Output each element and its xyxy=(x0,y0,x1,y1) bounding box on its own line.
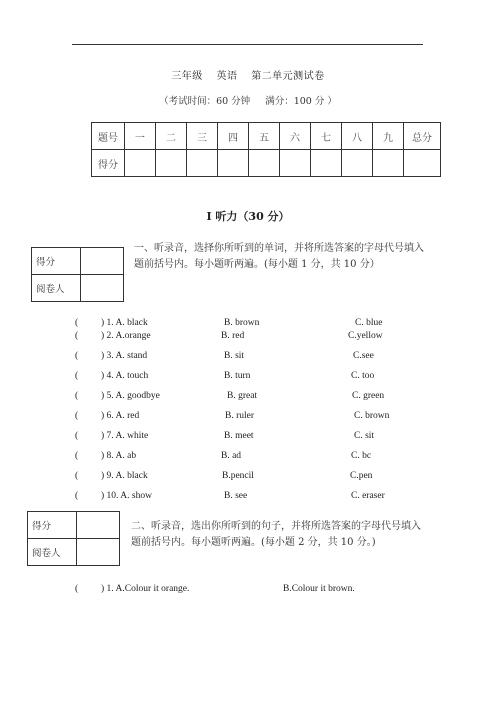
question-option-a: ) 8. A. ab xyxy=(101,451,137,461)
score-cell[interactable] xyxy=(156,150,187,177)
question-option-b: B. turn xyxy=(224,371,251,381)
score-table-score-row xyxy=(92,150,441,177)
question-option-b: B.pencil xyxy=(222,471,254,481)
score-box[interactable] xyxy=(81,248,124,275)
grade-label: 三年级 xyxy=(171,71,203,82)
question-row xyxy=(75,471,435,485)
answer-bracket[interactable]: ( xyxy=(75,371,79,381)
score-label: 得分 xyxy=(28,512,77,539)
grader-box xyxy=(27,511,120,566)
subject-label: 英语 xyxy=(216,71,238,82)
question-row xyxy=(75,411,435,425)
score-cell[interactable] xyxy=(404,150,441,177)
question-row xyxy=(75,584,435,598)
grader-box-cell[interactable] xyxy=(81,275,124,302)
test-name: 第二单元测试卷 xyxy=(251,71,325,82)
question-option-c: C.yellow xyxy=(348,331,383,341)
score-cell[interactable] xyxy=(342,150,373,177)
question-row xyxy=(75,318,435,332)
question-row xyxy=(75,351,435,365)
score-cell[interactable] xyxy=(187,150,218,177)
question-option-c: C. bc xyxy=(351,451,372,461)
score-header-cell: 三 xyxy=(187,123,218,150)
question-option-c: C.see xyxy=(353,351,374,361)
question-option-c: C. green xyxy=(352,391,385,401)
answer-bracket[interactable]: ( xyxy=(75,584,79,594)
score-row-label: 得分 xyxy=(92,150,125,177)
full-score: 满分：100 分 ） xyxy=(265,96,337,107)
score-header-cell: 二 xyxy=(156,123,187,150)
question-option-a: ) 6. A. red xyxy=(101,411,140,421)
question-option-a: ) 1. A. black xyxy=(101,318,148,328)
question-option-c: C.pen xyxy=(350,471,373,481)
score-cell[interactable] xyxy=(249,150,280,177)
question-row xyxy=(75,491,435,505)
question-option-a: ) 4. A. touch xyxy=(101,371,149,381)
grader-label: 阅卷人 xyxy=(28,539,77,566)
answer-bracket[interactable]: ( xyxy=(75,431,79,441)
question-option-c: C. too xyxy=(351,371,375,381)
score-table-header-row xyxy=(92,123,441,150)
question-option-a: ) 2. A.orange xyxy=(101,331,151,341)
section-title: I 听力（30 分） xyxy=(206,210,290,223)
question-option-a: ) 5. A. goodbye xyxy=(101,391,160,401)
top-rule xyxy=(72,44,423,45)
question-option-b: B. meet xyxy=(224,431,254,441)
answer-bracket[interactable]: ( xyxy=(75,451,79,461)
part1-instruction: 一、听录音，选择你所听到的单词，并将所选答案的字母代号填入题前括号内。每小题听两遍。(每小题 1 分，共 10 分） xyxy=(134,243,424,270)
page-title xyxy=(0,67,496,82)
question-row xyxy=(75,371,435,385)
question-option-b: B. great xyxy=(227,391,258,401)
score-cell[interactable] xyxy=(280,150,311,177)
score-header-cell: 六 xyxy=(280,123,311,150)
answer-bracket[interactable]: ( xyxy=(75,471,79,481)
question-option-a: ) 10. A. show xyxy=(101,491,152,501)
score-table xyxy=(91,122,441,177)
question-option-b: B. see xyxy=(224,491,248,501)
question-option-b: B.Colour it brown. xyxy=(283,584,355,594)
answer-bracket[interactable]: ( xyxy=(75,318,79,328)
answer-bracket[interactable]: ( xyxy=(75,331,79,341)
question-option-b: B. ruler xyxy=(225,411,255,421)
score-label: 得分 xyxy=(32,248,81,275)
score-cell[interactable] xyxy=(311,150,342,177)
grader-box-cell[interactable] xyxy=(77,539,120,566)
score-cell[interactable] xyxy=(373,150,404,177)
score-header-cell: 五 xyxy=(249,123,280,150)
question-row xyxy=(75,451,435,465)
question-option-c: C. eraser xyxy=(351,491,385,501)
exam-info xyxy=(0,93,496,107)
score-header-cell: 一 xyxy=(125,123,156,150)
score-cell[interactable] xyxy=(125,150,156,177)
question-option-b: B. red xyxy=(221,331,245,341)
exam-time: （考试时间：60 分钟 xyxy=(159,96,251,107)
question-option-b: B. sit xyxy=(224,351,245,361)
score-cell[interactable] xyxy=(218,150,249,177)
question-option-a: ) 1. A.Colour it orange. xyxy=(101,584,190,594)
grader-label: 阅卷人 xyxy=(32,275,81,302)
part2-instruction: 二、听录音，选出你所听到的句子，并将所选答案的字母代号填入题前括号内。每小题听两遍。(每小题 2 分，共 10 分。) xyxy=(131,521,421,548)
score-header-cell: 七 xyxy=(311,123,342,150)
score-box[interactable] xyxy=(77,512,120,539)
question-row xyxy=(75,391,435,405)
question-option-c: C. brown xyxy=(354,411,390,421)
score-header-cell: 四 xyxy=(218,123,249,150)
question-option-a: ) 7. A. white xyxy=(101,431,149,441)
grader-box xyxy=(31,247,124,302)
question-option-b: B. brown xyxy=(224,318,260,328)
question-option-b: B. ad xyxy=(221,451,242,461)
question-option-a: ) 9. A. black xyxy=(101,471,148,481)
answer-bracket[interactable]: ( xyxy=(75,491,79,501)
score-header-cell: 九 xyxy=(373,123,404,150)
question-option-a: ) 3. A. stand xyxy=(101,351,148,361)
question-option-c: C. blue xyxy=(355,318,383,328)
question-row xyxy=(75,431,435,445)
answer-bracket[interactable]: ( xyxy=(75,391,79,401)
question-option-c: C. sit xyxy=(354,431,375,441)
score-header-cell: 八 xyxy=(342,123,373,150)
score-header-cell: 总分 xyxy=(404,123,441,150)
answer-bracket[interactable]: ( xyxy=(75,351,79,361)
question-row xyxy=(75,331,435,345)
score-header-cell: 题号 xyxy=(92,123,125,150)
answer-bracket[interactable]: ( xyxy=(75,411,79,421)
